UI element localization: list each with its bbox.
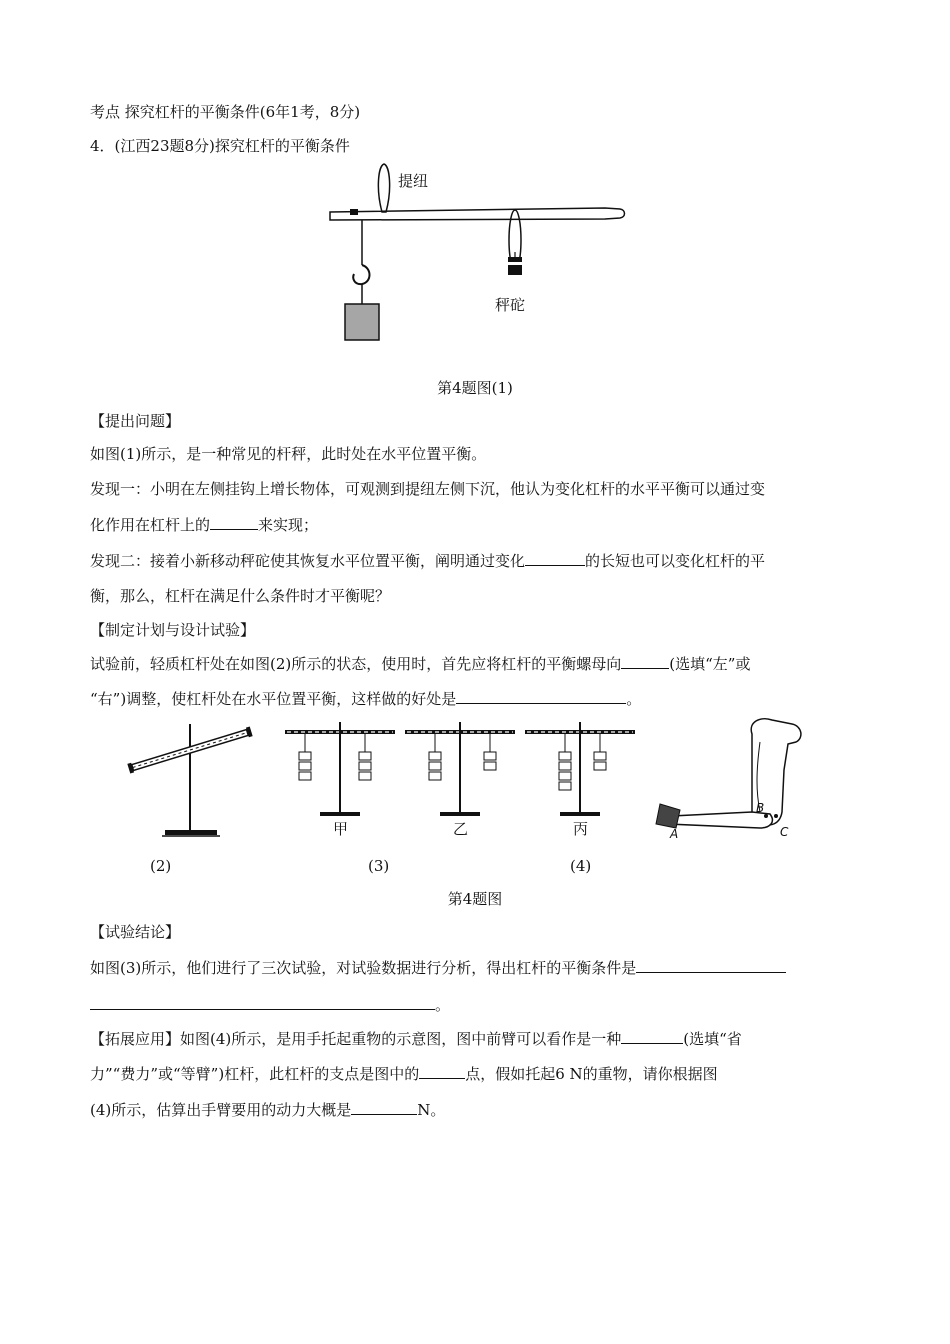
svg-text:A: A — [670, 827, 679, 841]
section-title-extend: 【拓展应用】 — [90, 1030, 181, 1048]
answer-blank — [636, 957, 786, 973]
point-b — [764, 814, 768, 818]
beam-end-cap — [350, 209, 358, 215]
svg-text:乙: 乙 — [453, 820, 469, 838]
question-line-5: 衡，那么，杠杆在满足什么条件时才平衡呢？ — [90, 587, 391, 605]
plan-line-2: “右”)调整，使杠杆处在水平位置平衡，这样做的好处是 。 — [90, 690, 642, 708]
answer-blank — [621, 653, 669, 669]
figure2-caption: 第4题图 — [447, 890, 503, 908]
figure-levers-row — [120, 712, 840, 844]
answer-blank — [351, 1099, 417, 1115]
section-title-question: 【提出问题】 — [90, 412, 181, 430]
arm-diagram — [656, 719, 801, 841]
held-weight — [656, 804, 680, 828]
lever-bing — [525, 722, 635, 838]
extend-line-3: (4)所示，估算出手臂要用的动力大概是 N。 — [90, 1101, 446, 1119]
lever-yi — [405, 722, 515, 838]
section-title-plan: 【制定计划与设计试验】 — [90, 621, 256, 639]
question-line-1: 如图(1)所示，是一种常见的杆秤，此时处在水平位置平衡。 — [90, 445, 487, 463]
question-line-2: 发现一：小明在左侧挂钩上增长物体，可观测到提纽左侧下沉，他认为变化杠杆的水平平衡可以通过变 — [90, 480, 766, 498]
answer-blank — [621, 1028, 683, 1044]
plan-line-1: 试验前，轻质杠杆处在如图(2)所示的状态，使用时，首先应将杠杆的平衡螺母向 (选填“左”或 — [90, 655, 751, 673]
svg-text:甲: 甲 — [333, 820, 349, 838]
subcaption-4: (4) — [570, 857, 592, 875]
subcaption-3: (3) — [368, 857, 390, 875]
hanging-weight — [345, 304, 379, 340]
label-counterpoise: 秤砣 — [495, 296, 526, 314]
question-title: 4．(江西23题8分)探究杠杆的平衡条件 — [90, 137, 350, 155]
answer-blank — [419, 1063, 465, 1079]
lever-jia — [285, 722, 395, 838]
svg-text:C: C — [780, 825, 789, 839]
extend-line-1: 【拓展应用】如图(4)所示，是用手托起重物的示意图，图中前臂可以看作是一种 (选填“省 — [90, 1030, 742, 1048]
figure1-caption: 第4题图(1) — [437, 379, 513, 397]
svg-text:B: B — [756, 801, 765, 815]
hook-icon — [353, 265, 369, 284]
subcaption-2: (2) — [150, 857, 172, 875]
tilted-lever-stand — [127, 724, 252, 836]
extend-line-2: 力”“费力”或“等臂”)杠杆，此杠杆的支点是图中的 点，假如托起6 N的重物，请你根据图 — [90, 1065, 718, 1083]
label-handle: 提纽 — [398, 172, 429, 190]
point-c — [774, 814, 778, 818]
answer-blank — [90, 994, 435, 1010]
section-title-conclusion: 【试验结论】 — [90, 923, 181, 941]
conclusion-line-2: 。 — [90, 994, 450, 1015]
question-line-3: 化作用在杠杆上的 来实现； — [90, 516, 319, 534]
answer-blank — [456, 688, 626, 704]
counterpoise-weight — [508, 257, 522, 275]
topic-line: 考点 探究杠杆的平衡条件(6年1考，8分) — [90, 103, 361, 121]
conclusion-line-1: 如图(3)所示，他们进行了三次试验，对试验数据进行分析，得出杠杆的平衡条件是 — [90, 957, 786, 978]
question-line-4: 发现二：接着小新移动秤砣使其恢复水平位置平衡，阐明通过变化 的长短也可以变化杠杆的平 — [90, 552, 766, 570]
handle-loop — [378, 164, 389, 212]
figure-steelyard — [320, 160, 640, 350]
answer-blank — [525, 550, 585, 566]
answer-blank — [210, 514, 258, 530]
beam — [330, 208, 625, 220]
svg-text:丙: 丙 — [573, 820, 589, 838]
